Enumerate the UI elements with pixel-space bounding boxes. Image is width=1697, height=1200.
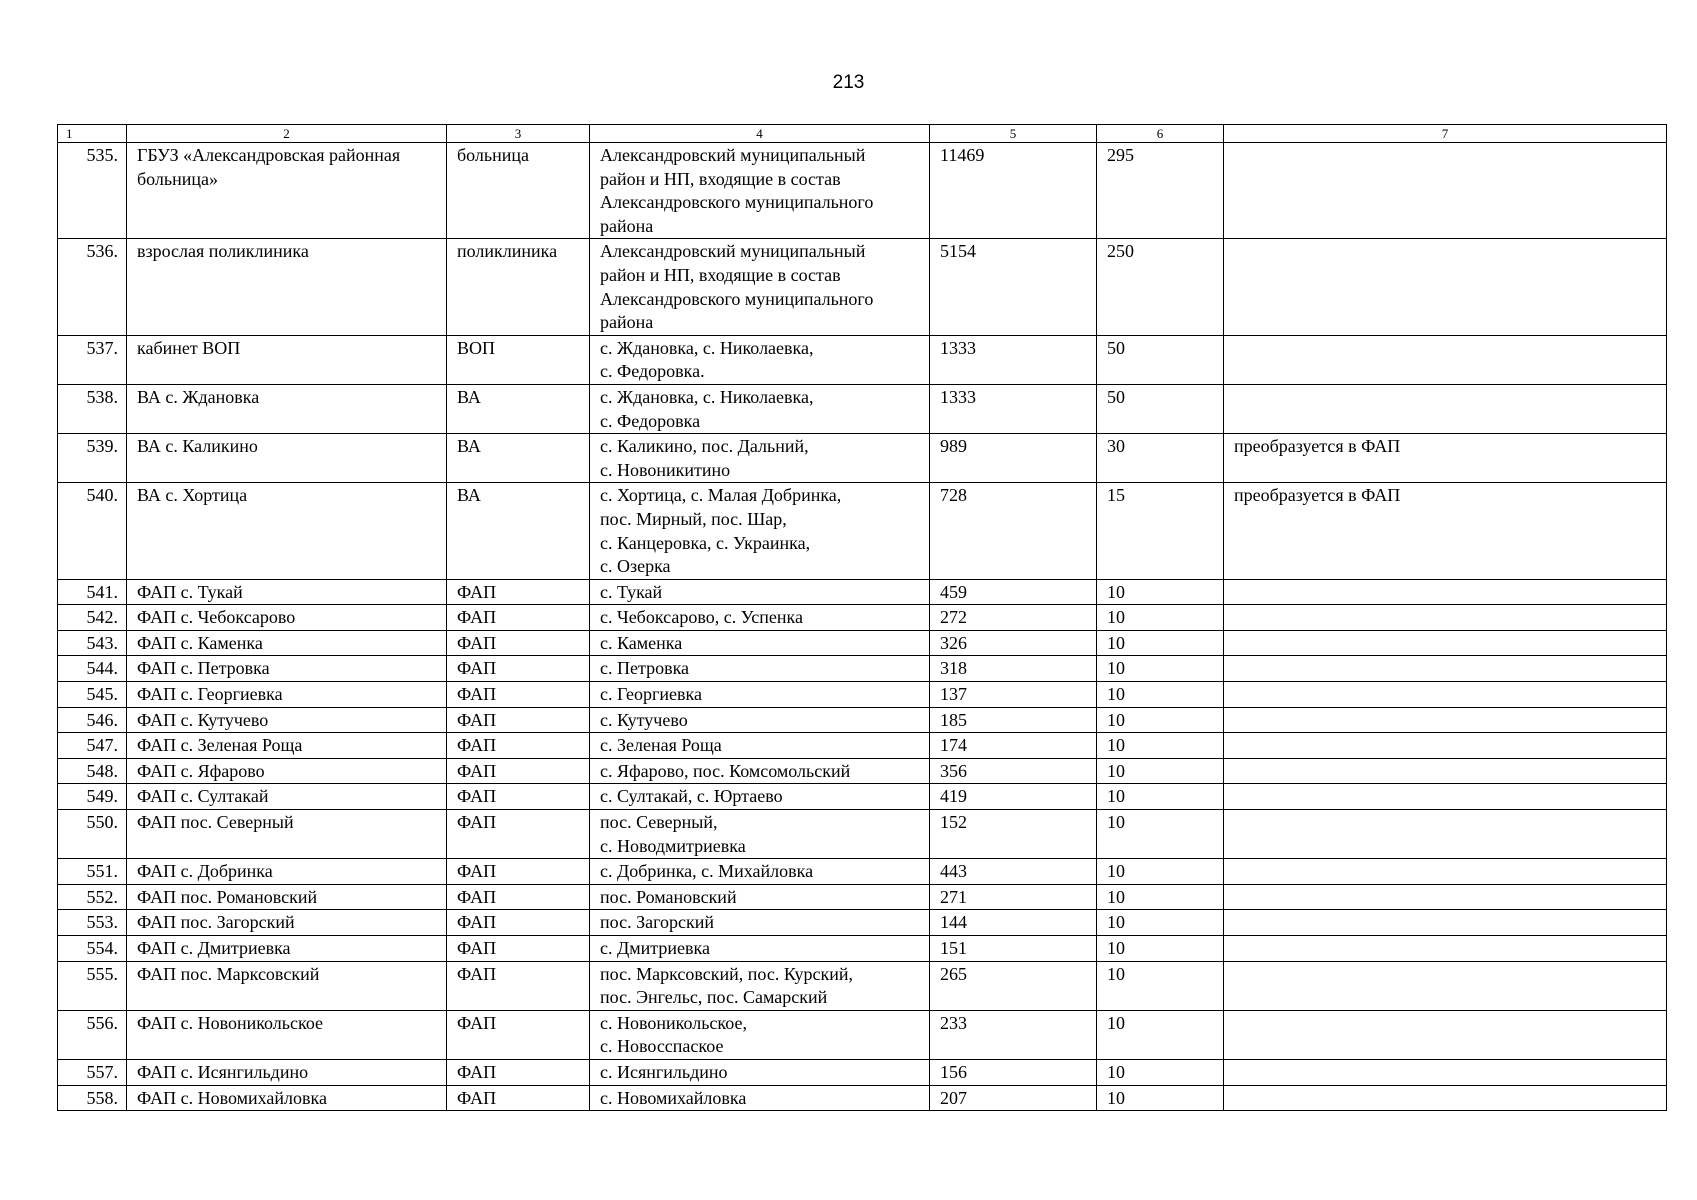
- note: [1224, 1059, 1667, 1085]
- facility-type: ФАП: [447, 682, 590, 708]
- note: преобразуется в ФАП: [1224, 483, 1667, 579]
- table-row: [58, 707, 1667, 733]
- service-area: пос. Загорский: [590, 910, 930, 936]
- note: [1224, 758, 1667, 784]
- column-number: 1: [58, 125, 127, 143]
- capacity-value: 10: [1097, 1010, 1224, 1059]
- table-row: [58, 936, 1667, 962]
- facility-name: ФАП с. Кутучево: [127, 707, 447, 733]
- row-number: 538.: [58, 384, 127, 433]
- service-area: с. Петровка: [590, 656, 930, 682]
- facility-name: взрослая поликлиника: [127, 239, 447, 335]
- note: преобразуется в ФАП: [1224, 434, 1667, 483]
- service-area: пос. Северный, с. Новодмитриевка: [590, 810, 930, 859]
- table-row: [58, 1010, 1667, 1059]
- population-value: 207: [930, 1085, 1097, 1111]
- note: [1224, 630, 1667, 656]
- service-area: пос. Марксовский, пос. Курский, пос. Энгельс, пос. Самарский: [590, 961, 930, 1010]
- facility-name: ФАП с. Новоникольское: [127, 1010, 447, 1059]
- facility-name: ФАП с. Каменка: [127, 630, 447, 656]
- service-area: с. Каликино, пос. Дальний, с. Новоникитино: [590, 434, 930, 483]
- table-row: [58, 630, 1667, 656]
- column-number: 3: [447, 125, 590, 143]
- note: [1224, 733, 1667, 759]
- row-number: 543.: [58, 630, 127, 656]
- table-row: [58, 682, 1667, 708]
- column-number: 6: [1097, 125, 1224, 143]
- population-value: 459: [930, 579, 1097, 605]
- service-area: с. Тукай: [590, 579, 930, 605]
- note: [1224, 605, 1667, 631]
- population-value: 174: [930, 733, 1097, 759]
- row-number: 557.: [58, 1059, 127, 1085]
- table-row: [58, 733, 1667, 759]
- capacity-value: 10: [1097, 859, 1224, 885]
- row-number: 548.: [58, 758, 127, 784]
- note: [1224, 910, 1667, 936]
- note: [1224, 936, 1667, 962]
- facility-type: ФАП: [447, 605, 590, 631]
- facility-name: ВА с. Каликино: [127, 434, 447, 483]
- service-area: с. Ждановка, с. Николаевка, с. Федоровка.: [590, 335, 930, 384]
- facility-name: ФАП с. Георгиевка: [127, 682, 447, 708]
- population-value: 11469: [930, 143, 1097, 239]
- note: [1224, 384, 1667, 433]
- capacity-value: 10: [1097, 682, 1224, 708]
- table-row: [58, 605, 1667, 631]
- facility-name: ВА с. Хортица: [127, 483, 447, 579]
- table-row: [58, 859, 1667, 885]
- table-row: [58, 143, 1667, 239]
- facility-type: ФАП: [447, 884, 590, 910]
- population-value: 419: [930, 784, 1097, 810]
- facility-type: ВА: [447, 384, 590, 433]
- service-area: пос. Романовский: [590, 884, 930, 910]
- note: [1224, 682, 1667, 708]
- facility-name: ФАП с. Султакай: [127, 784, 447, 810]
- capacity-value: 10: [1097, 656, 1224, 682]
- population-value: 233: [930, 1010, 1097, 1059]
- facility-type: ФАП: [447, 630, 590, 656]
- capacity-value: 10: [1097, 758, 1224, 784]
- note: [1224, 143, 1667, 239]
- facility-type: ВА: [447, 434, 590, 483]
- population-value: 5154: [930, 239, 1097, 335]
- table-row: [58, 656, 1667, 682]
- table-body: [58, 143, 1667, 1111]
- row-number: 537.: [58, 335, 127, 384]
- table-row: [58, 335, 1667, 384]
- facility-name: кабинет ВОП: [127, 335, 447, 384]
- facility-type: ФАП: [447, 936, 590, 962]
- column-number: 2: [127, 125, 447, 143]
- column-number: 7: [1224, 125, 1667, 143]
- capacity-value: 250: [1097, 239, 1224, 335]
- note: [1224, 239, 1667, 335]
- table-row: [58, 579, 1667, 605]
- population-value: 185: [930, 707, 1097, 733]
- facility-type: ФАП: [447, 656, 590, 682]
- facility-type: ФАП: [447, 910, 590, 936]
- facility-name: ФАП пос. Марксовский: [127, 961, 447, 1010]
- service-area: с. Новоникольское, с. Новосспаское: [590, 1010, 930, 1059]
- facilities-table: [57, 124, 1667, 1111]
- facility-name: ФАП пос. Загорский: [127, 910, 447, 936]
- table-row: [58, 758, 1667, 784]
- capacity-value: 10: [1097, 605, 1224, 631]
- row-number: 544.: [58, 656, 127, 682]
- table-row: [58, 884, 1667, 910]
- row-number: 542.: [58, 605, 127, 631]
- population-value: 1333: [930, 384, 1097, 433]
- service-area: с. Добринка, с. Михайловка: [590, 859, 930, 885]
- table-row: [58, 1085, 1667, 1111]
- capacity-value: 15: [1097, 483, 1224, 579]
- population-value: 156: [930, 1059, 1097, 1085]
- table-row: [58, 910, 1667, 936]
- service-area: с. Каменка: [590, 630, 930, 656]
- facility-name: ВА с. Ждановка: [127, 384, 447, 433]
- row-number: 552.: [58, 884, 127, 910]
- note: [1224, 707, 1667, 733]
- service-area: с. Исянгильдино: [590, 1059, 930, 1085]
- population-value: 151: [930, 936, 1097, 962]
- table-row: [58, 784, 1667, 810]
- row-number: 555.: [58, 961, 127, 1010]
- note: [1224, 810, 1667, 859]
- note: [1224, 1085, 1667, 1111]
- capacity-value: 10: [1097, 910, 1224, 936]
- capacity-value: 10: [1097, 1085, 1224, 1111]
- population-value: 443: [930, 859, 1097, 885]
- facility-type: больница: [447, 143, 590, 239]
- capacity-value: 10: [1097, 630, 1224, 656]
- population-value: 728: [930, 483, 1097, 579]
- facility-type: ВА: [447, 483, 590, 579]
- service-area: с. Хортица, с. Малая Добринка, пос. Мирный, пос. Шар, с. Канцеровка, с. Украинка, с. Озерка: [590, 483, 930, 579]
- service-area: с. Султакай, с. Юртаево: [590, 784, 930, 810]
- page-number: 213: [832, 72, 865, 93]
- service-area: с. Чебоксарово, с. Успенка: [590, 605, 930, 631]
- facility-name: ФАП пос. Романовский: [127, 884, 447, 910]
- capacity-value: 30: [1097, 434, 1224, 483]
- service-area: с. Яфарово, пос. Комсомольский: [590, 758, 930, 784]
- row-number: 551.: [58, 859, 127, 885]
- row-number: 540.: [58, 483, 127, 579]
- table-row: [58, 961, 1667, 1010]
- population-value: 318: [930, 656, 1097, 682]
- facility-type: ФАП: [447, 961, 590, 1010]
- facility-name: ФАП с. Новомихайловка: [127, 1085, 447, 1111]
- service-area: Александровский муниципальный район и НП, входящие в состав Александровского муниципального района: [590, 143, 930, 239]
- capacity-value: 10: [1097, 784, 1224, 810]
- table-row: [58, 810, 1667, 859]
- facility-type: ФАП: [447, 758, 590, 784]
- service-area: с. Новомихайловка: [590, 1085, 930, 1111]
- note: [1224, 859, 1667, 885]
- facility-type: ФАП: [447, 784, 590, 810]
- note: [1224, 656, 1667, 682]
- column-number-row: [58, 125, 1667, 143]
- capacity-value: 295: [1097, 143, 1224, 239]
- facility-type: ФАП: [447, 707, 590, 733]
- column-number: 4: [590, 125, 930, 143]
- facility-name: ФАП с. Добринка: [127, 859, 447, 885]
- row-number: 549.: [58, 784, 127, 810]
- note: [1224, 784, 1667, 810]
- note: [1224, 1010, 1667, 1059]
- row-number: 539.: [58, 434, 127, 483]
- service-area: с. Кутучево: [590, 707, 930, 733]
- capacity-value: 50: [1097, 335, 1224, 384]
- population-value: 356: [930, 758, 1097, 784]
- service-area: с. Георгиевка: [590, 682, 930, 708]
- population-value: 272: [930, 605, 1097, 631]
- facility-type: поликлиника: [447, 239, 590, 335]
- capacity-value: 10: [1097, 961, 1224, 1010]
- capacity-value: 10: [1097, 707, 1224, 733]
- facility-type: ФАП: [447, 810, 590, 859]
- facility-name: ФАП с. Чебоксарово: [127, 605, 447, 631]
- note: [1224, 961, 1667, 1010]
- row-number: 536.: [58, 239, 127, 335]
- population-value: 271: [930, 884, 1097, 910]
- table-row: [58, 434, 1667, 483]
- facility-name: ФАП пос. Северный: [127, 810, 447, 859]
- row-number: 547.: [58, 733, 127, 759]
- facility-name: ФАП с. Петровка: [127, 656, 447, 682]
- facility-type: ФАП: [447, 1085, 590, 1111]
- capacity-value: 10: [1097, 733, 1224, 759]
- population-value: 326: [930, 630, 1097, 656]
- table-row: [58, 239, 1667, 335]
- service-area: с. Ждановка, с. Николаевка, с. Федоровка: [590, 384, 930, 433]
- facility-type: ФАП: [447, 733, 590, 759]
- service-area: Александровский муниципальный район и НП, входящие в состав Александровского муниципального района: [590, 239, 930, 335]
- row-number: 535.: [58, 143, 127, 239]
- facility-type: ФАП: [447, 859, 590, 885]
- population-value: 1333: [930, 335, 1097, 384]
- facility-name: ФАП с. Тукай: [127, 579, 447, 605]
- facility-type: ФАП: [447, 1059, 590, 1085]
- note: [1224, 335, 1667, 384]
- facility-type: ФАП: [447, 1010, 590, 1059]
- table-row: [58, 483, 1667, 579]
- row-number: 558.: [58, 1085, 127, 1111]
- capacity-value: 50: [1097, 384, 1224, 433]
- row-number: 554.: [58, 936, 127, 962]
- population-value: 989: [930, 434, 1097, 483]
- facility-name: ФАП с. Зеленая Роща: [127, 733, 447, 759]
- capacity-value: 10: [1097, 579, 1224, 605]
- service-area: с. Дмитриевка: [590, 936, 930, 962]
- row-number: 550.: [58, 810, 127, 859]
- capacity-value: 10: [1097, 1059, 1224, 1085]
- table-row: [58, 1059, 1667, 1085]
- column-number: 5: [930, 125, 1097, 143]
- note: [1224, 579, 1667, 605]
- capacity-value: 10: [1097, 936, 1224, 962]
- row-number: 545.: [58, 682, 127, 708]
- facility-name: ФАП с. Дмитриевка: [127, 936, 447, 962]
- row-number: 553.: [58, 910, 127, 936]
- capacity-value: 10: [1097, 810, 1224, 859]
- population-value: 137: [930, 682, 1097, 708]
- row-number: 556.: [58, 1010, 127, 1059]
- row-number: 541.: [58, 579, 127, 605]
- facility-name: ФАП с. Исянгильдино: [127, 1059, 447, 1085]
- facility-type: ФАП: [447, 579, 590, 605]
- note: [1224, 884, 1667, 910]
- facility-name: ФАП с. Яфарово: [127, 758, 447, 784]
- capacity-value: 10: [1097, 884, 1224, 910]
- service-area: с. Зеленая Роща: [590, 733, 930, 759]
- facility-name: ГБУЗ «Александровская районная больница»: [127, 143, 447, 239]
- population-value: 152: [930, 810, 1097, 859]
- row-number: 546.: [58, 707, 127, 733]
- facility-type: ВОП: [447, 335, 590, 384]
- population-value: 265: [930, 961, 1097, 1010]
- population-value: 144: [930, 910, 1097, 936]
- table-row: [58, 384, 1667, 433]
